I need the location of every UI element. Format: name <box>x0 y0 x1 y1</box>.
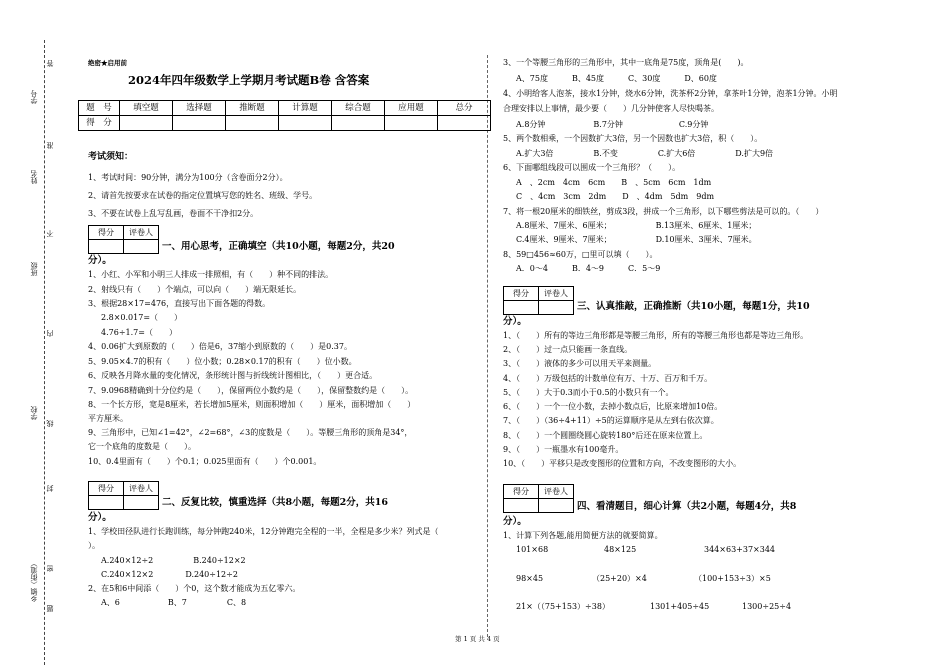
question: 9、（ ）一瓶墨水有100毫升。 <box>503 445 624 454</box>
calc-item: （25+20）×4 <box>592 574 647 583</box>
seal-char: 准 <box>46 142 54 149</box>
option-line: A、6 B、7 C、8 <box>101 598 247 607</box>
question: 3、（ ）液体的多少可以用天平来测量。 <box>503 359 657 368</box>
grader-cell[interactable] <box>504 301 539 315</box>
seal-line <box>44 40 45 665</box>
question: 4、小明给客人泡茶，接水1分钟，烧水6分钟，洗茶杯2分钟，拿茶叶1分钟，泡茶1分钟。小明 <box>503 89 838 98</box>
question: 6、下面哪组线段可以围成一个三角形？（ ）。 <box>503 163 681 172</box>
notice-item: 3、不要在试卷上乱写乱画，卷面不干净扣2分。 <box>88 209 259 218</box>
seal-char: 答 <box>46 60 54 67</box>
grader-box <box>503 484 574 513</box>
option-line: A、75度 B、45度 C、30度 D、60度 <box>516 74 717 83</box>
question: 5、两个数相乘，一个因数扩大3倍，另一个因数也扩大3倍，积（ ）。 <box>503 134 763 143</box>
question: 7、（ ）（36÷4+11）÷5的运算顺序是从左到右依次算。 <box>503 416 719 425</box>
label-name: 姓名 <box>30 170 38 184</box>
calc-item: 98×45 <box>516 574 544 583</box>
label-student-id: 学号 <box>30 90 38 104</box>
score-row-label: 得 分 <box>79 116 120 131</box>
score-cell[interactable] <box>279 116 332 131</box>
notice-title: 考试须知： <box>88 152 134 162</box>
page-footer: 第 1 页 共 4 页 <box>455 635 500 643</box>
score-cell[interactable] <box>438 116 491 131</box>
question: 平方厘米。 <box>88 414 128 423</box>
question: 10、0.4里面有（ ）个0.1；0.025里面有（ ）个0.001。 <box>88 457 322 466</box>
grader-box <box>503 286 574 315</box>
calc-item: （100+153÷3）×5 <box>694 574 771 583</box>
label-town: 乡镇（街道） <box>30 560 38 602</box>
score-header-cell: 填空题 <box>120 101 173 116</box>
question: 5、（ ）大于0.3而小于0.5的小数只有一个。 <box>503 388 674 397</box>
question: 9、三角形中，已知∠1=42°，∠2=68°，∠3的度数是（ ）。等腰三角形的顶角是34°， <box>88 428 413 437</box>
option-line: C 、4cm 3cm 2dm D 、4dm 5dm 9dm <box>516 192 715 201</box>
score-header-cell: 综合题 <box>332 101 385 116</box>
option-line: A.240×12÷2 B.240÷12×2 <box>101 556 246 565</box>
question: 4、0.06扩大到原数的（ ）倍是6，37缩小到原数的（ ）是0.37。 <box>88 342 352 351</box>
score-header-cell: 推断题 <box>226 101 279 116</box>
question: 1、计算下列各题,能用简便方法的就要简算。 <box>503 531 663 540</box>
score-cell[interactable] <box>226 116 279 131</box>
grader-cell[interactable] <box>89 240 124 254</box>
option-line: A．0～4 B．4～9 C．5～9 <box>516 264 661 273</box>
option-line: C.240×12×2 D.240÷12÷2 <box>101 570 238 579</box>
binding-strip <box>28 40 54 665</box>
score-table <box>78 100 491 131</box>
question: 3、一个等腰三角形的三角形中，其中一底角是75度，顶角是( )。 <box>503 58 749 67</box>
grader-cell[interactable] <box>124 240 159 254</box>
label-school: 学校 <box>30 406 38 420</box>
score-cell[interactable] <box>332 116 385 131</box>
question: 2、射线只有（ ）个端点，可以向（ ）端无限延长。 <box>88 285 302 294</box>
seal-char: 不 <box>46 230 54 237</box>
question: 2、在5和6中间添（ ）个0，这个数才能成为五亿零六。 <box>88 584 301 593</box>
question: 1、小红、小军和小明三人排成一排照相，有（ ）种不同的排法。 <box>88 270 334 279</box>
score-cell[interactable] <box>385 116 438 131</box>
calc-item: 344×63+37×344 <box>704 545 776 554</box>
section-1-title-cont: 分）。 <box>88 255 112 266</box>
question: 4.76÷1.7=（ ） <box>101 328 177 337</box>
section-3-title: 三、认真推敲，正确推断（共10小题，每题1分，共10 <box>577 301 810 312</box>
notice-item: 1、考试时间：90分钟，满分为100分（含卷面分2分）。 <box>88 173 288 182</box>
grader-box <box>88 481 159 510</box>
option-line: C.4厘米、9厘米、7厘米； D.10厘米、3厘米、7厘米。 <box>516 235 757 244</box>
score-header-cell: 总分 <box>438 101 491 116</box>
calc-item: 21×（（75+153）÷38） <box>516 602 610 611</box>
score-header-cell: 计算题 <box>279 101 332 116</box>
grader-name-label: 评卷人 <box>539 485 574 499</box>
question: 2.8×0.017=（ ） <box>101 313 183 322</box>
seal-char: 题 <box>46 605 54 612</box>
question: 2、（ ）过一点只能画一条直线。 <box>503 345 633 354</box>
score-header-cell: 应用题 <box>385 101 438 116</box>
option-line: A 、2cm 4cm 6cm B 、5cm 6cm 1dm <box>516 178 712 187</box>
calc-item: 48×125 <box>604 545 637 554</box>
calc-item: 1301+405÷45 <box>650 602 710 611</box>
question: 1、（ ）所有的等边三角形都是等腰三角形，所有的等腰三角形也都是等边三角形。 <box>503 331 809 340</box>
grader-score-label: 得分 <box>89 482 124 496</box>
question: 6、（ ）一个一位小数，去掉小数点后，比原来增加10倍。 <box>503 402 723 411</box>
section-1-title: 一、用心思考，正确填空（共10小题，每题2分，共20 <box>162 241 395 252</box>
section-2-title: 二、反复比较，慎重选择（共8小题，每题2分，共16 <box>162 497 388 508</box>
grader-cell[interactable] <box>89 496 124 510</box>
score-cell[interactable] <box>120 116 173 131</box>
score-cell[interactable] <box>173 116 226 131</box>
page-title: 2024年四年级数学上学期月考试题B卷 含答案 <box>128 73 370 87</box>
question: 5、9.05×4.7的积有（ ）位小数；0.28×0.17的积有（ ）位小数。 <box>88 357 357 366</box>
section-4-title: 四、看清题目，细心计算（共2小题，每题4分，共8 <box>577 501 797 512</box>
section-4-title-cont: 分）。 <box>503 516 527 527</box>
question: 8、一个长方形，宽是8厘米，若长增加5厘米，则面积增加（ ）厘米，面积增加（ ） <box>88 400 416 409</box>
grader-cell[interactable] <box>124 496 159 510</box>
notice-item: 2、请首先按要求在试卷的指定位置填写您的姓名、班级、学号。 <box>88 191 318 200</box>
grader-name-label: 评卷人 <box>539 287 574 301</box>
secret-mark: 绝密★启用前 <box>88 59 127 67</box>
grader-score-label: 得分 <box>89 226 124 240</box>
grader-name-label: 评卷人 <box>124 226 159 240</box>
seal-char: 封 <box>46 485 54 492</box>
question: 8、59□456≈60万，□里可以填（ ）。 <box>503 250 658 259</box>
score-header-cell: 题 号 <box>79 101 120 116</box>
grader-box <box>88 225 159 254</box>
grader-score-label: 得分 <box>504 485 539 499</box>
grader-cell[interactable] <box>539 499 574 513</box>
seal-char: 密 <box>46 565 54 572</box>
grader-cell[interactable] <box>539 301 574 315</box>
section-3-title-cont: 分）。 <box>503 316 527 327</box>
column-divider <box>487 55 488 637</box>
question: 1、学校田径队进行长跑训练，每分钟跑240米，12分钟跑完全程的一半，全程是多少米？列式是（ <box>88 527 439 536</box>
option-line: A.8分钟 B.7分钟 C.9分钟 <box>516 120 709 129</box>
question: 8、（ ）一个圆圈绕圆心旋转180°后还在原来位置上。 <box>503 431 708 440</box>
question: 3、根据28×17=476，直接写出下面各题的得数。 <box>88 299 271 308</box>
question: 4、（ ）万级包括的计数单位有万、十万、百万和千万。 <box>503 374 713 383</box>
section-2-title-cont: 分）。 <box>88 512 112 523</box>
grader-score-label: 得分 <box>504 287 539 301</box>
question: 合理安排以上事情，最少要（ ）几分钟使客人尽快喝茶。 <box>503 104 719 113</box>
seal-char: 线 <box>46 420 54 427</box>
calc-item: 1300÷25÷4 <box>742 602 792 611</box>
option-line: A.扩大3倍 B.不变 C.扩大6倍 D.扩大9倍 <box>516 149 774 158</box>
score-header-cell: 选择题 <box>173 101 226 116</box>
label-class: 班级 <box>30 262 38 276</box>
option-line: A.8厘米、7厘米、6厘米； B.13厘米、6厘米、1厘米； <box>516 221 757 230</box>
question: 6、反映各月降水量的变化情况，条形统计图与折线统计图相比，（ ）更合适。 <box>88 371 378 380</box>
question: 它一个底角的度数是（ ）。 <box>88 442 196 451</box>
question: ）。 <box>88 541 100 550</box>
question: 10、（ ）平移只是改变图形的位置和方向，不改变图形的大小。 <box>503 459 742 468</box>
calc-item: 101×68 <box>516 545 549 554</box>
question: 7、9.0968精确到十分位约是（ ），保留两位小数约是（ ），保留整数约是（ ）。 <box>88 386 414 395</box>
seal-char: 内 <box>46 330 54 337</box>
grader-name-label: 评卷人 <box>124 482 159 496</box>
grader-cell[interactable] <box>504 499 539 513</box>
question: 7、将一根20厘米的细铁丝，剪成3段，拼成一个三角形，以下哪些剪法是可以的。（ ） <box>503 207 824 216</box>
